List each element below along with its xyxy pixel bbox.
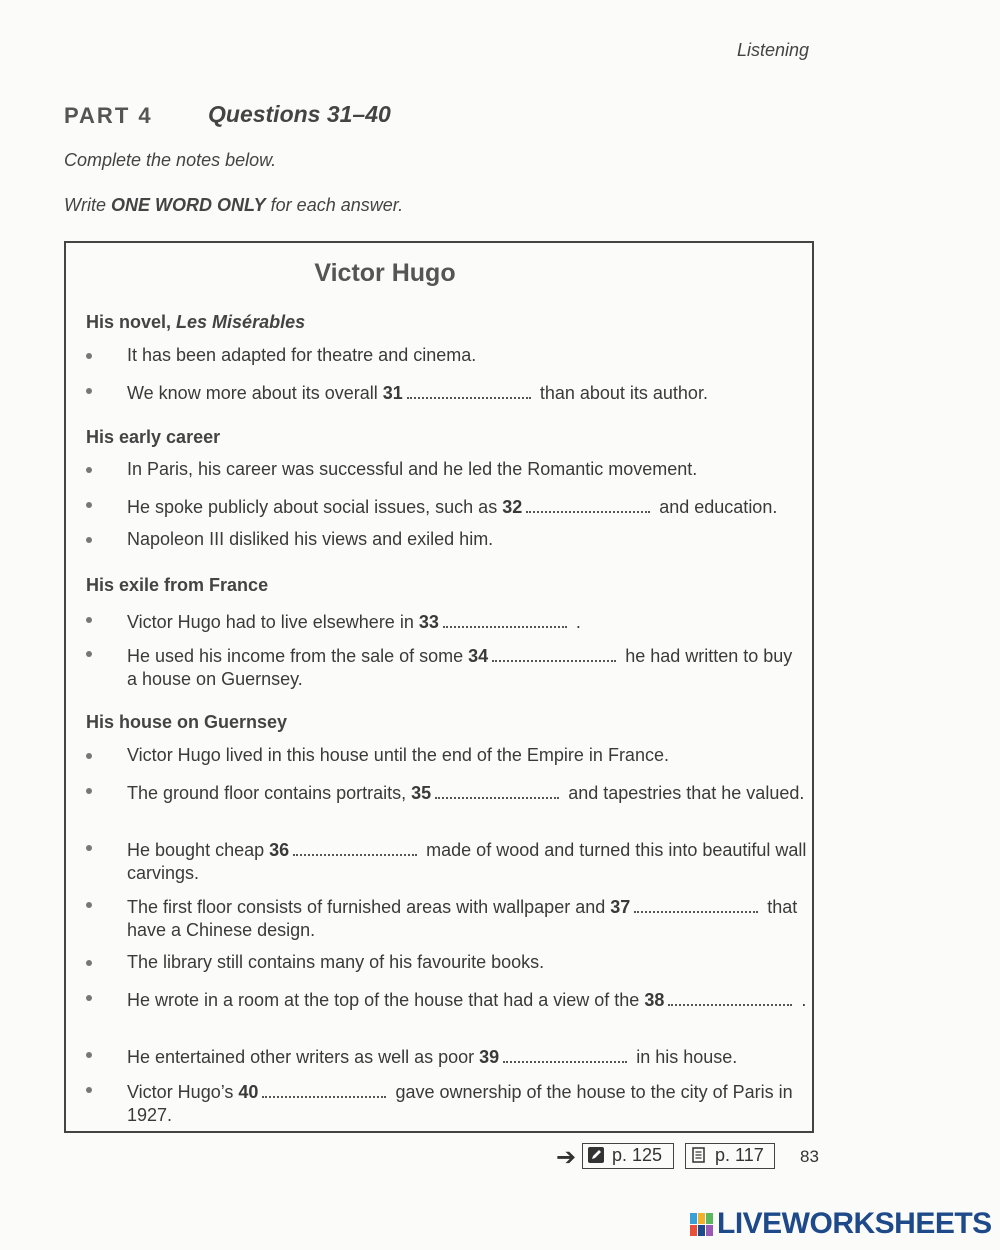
heading-exile: His exile from France xyxy=(86,575,269,595)
question-number: 36 xyxy=(269,840,290,860)
bullet-icon xyxy=(86,353,92,359)
question-range: Questions 31–40 xyxy=(208,101,391,127)
answer-blank-33[interactable] xyxy=(443,608,567,628)
liveworksheets-logo-icon xyxy=(690,1213,714,1237)
instruction-word-limit: Write ONE WORD ONLY for each answer. xyxy=(64,195,404,215)
question-number: 40 xyxy=(238,1082,259,1102)
bullet-icon xyxy=(86,1087,92,1093)
instruction-complete-notes: Complete the notes below. xyxy=(64,150,277,170)
bullet-icon xyxy=(86,753,92,759)
section-label: Listening xyxy=(737,40,810,60)
bullet-icon xyxy=(86,960,92,966)
reference-link-p125[interactable]: p. 125 xyxy=(582,1143,674,1169)
question-number: 32 xyxy=(502,497,523,517)
bullet-icon xyxy=(86,502,92,508)
bullet-icon xyxy=(86,902,92,908)
reference-link-p117[interactable]: p. 117 xyxy=(685,1143,775,1169)
question-number: 38 xyxy=(644,990,665,1010)
bullet-icon xyxy=(86,788,92,794)
pen-square-icon xyxy=(588,1147,604,1163)
heading-house: His house on Guernsey xyxy=(86,712,288,732)
part-label: PART 4 xyxy=(64,103,153,128)
question-number: 37 xyxy=(610,897,631,917)
notepad-icon xyxy=(691,1147,707,1163)
answer-blank-31[interactable] xyxy=(407,379,531,399)
notes-title: Victor Hugo xyxy=(314,259,456,287)
question-number: 33 xyxy=(418,612,439,632)
question-number: 39 xyxy=(479,1047,500,1067)
answer-blank-39[interactable] xyxy=(503,1043,627,1063)
word-limit-emphasis: ONE WORD ONLY xyxy=(111,195,266,215)
answer-blank-32[interactable] xyxy=(526,493,650,513)
bullet-icon xyxy=(86,617,92,623)
bullet-icon xyxy=(86,845,92,851)
bullet-icon xyxy=(86,537,92,543)
answer-blank-36[interactable] xyxy=(293,836,417,856)
question-number: 34 xyxy=(468,646,489,666)
answer-blank-37[interactable] xyxy=(634,893,758,913)
question-number: 31 xyxy=(382,383,403,403)
bullet-icon xyxy=(86,1052,92,1058)
page-number: 83 xyxy=(800,1147,819,1166)
answer-blank-35[interactable] xyxy=(435,779,559,799)
heading-novel: His novel, Les Misérables xyxy=(86,312,306,332)
bullet-icon xyxy=(86,467,92,473)
bullet-icon xyxy=(86,388,92,394)
answer-blank-40[interactable] xyxy=(262,1078,386,1098)
brand-wordmark: LIVEWORKSHEETS xyxy=(717,1207,992,1240)
answer-blank-34[interactable] xyxy=(492,642,616,662)
question-number: 35 xyxy=(411,783,432,803)
bullet-icon xyxy=(86,995,92,1001)
answer-blank-38[interactable] xyxy=(668,986,792,1006)
arrow-icon: ➔ xyxy=(556,1144,577,1171)
heading-early-career: His early career xyxy=(86,427,221,447)
bullet-icon xyxy=(86,651,92,657)
